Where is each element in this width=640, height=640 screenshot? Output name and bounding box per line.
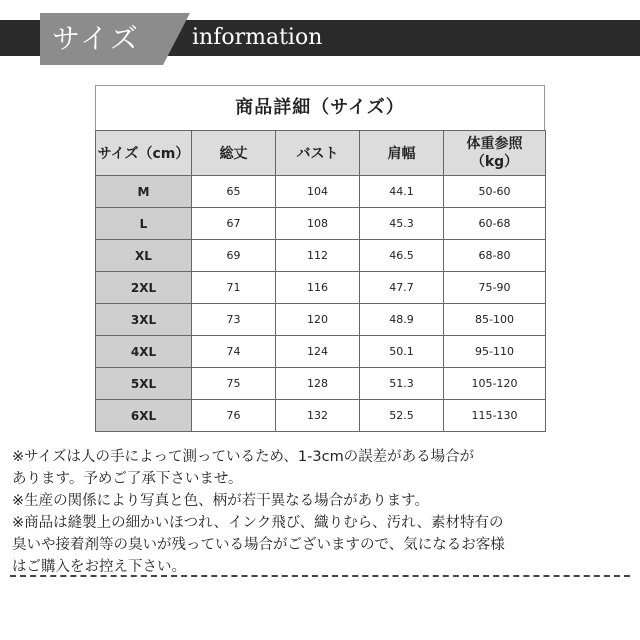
size-cell: L <box>96 208 192 240</box>
weight-cell: 75-90 <box>444 272 546 304</box>
size-cell: 5XL <box>96 368 192 400</box>
header-info-label: information <box>192 25 323 50</box>
header-length: 総丈 <box>192 131 276 176</box>
note-line: ※生産の関係により写真と色、柄が若干異なる場合があります。 <box>12 493 429 509</box>
table-row <box>96 240 546 272</box>
length-cell: 67 <box>192 208 276 240</box>
table-header-row <box>96 131 546 176</box>
table-title: 商品詳細（サイズ） <box>95 85 545 130</box>
table-row <box>96 336 546 368</box>
size-cell: 2XL <box>96 272 192 304</box>
size-cell: 4XL <box>96 336 192 368</box>
header-weight <box>444 131 546 176</box>
header-bust: バスト <box>276 131 360 176</box>
bust-cell: 124 <box>276 336 360 368</box>
length-cell: 69 <box>192 240 276 272</box>
bust-cell: 108 <box>276 208 360 240</box>
size-table <box>95 130 546 432</box>
note-line: 臭いや接着剤等の臭いが残っている場合がございますので、気になるお客様 <box>12 537 505 553</box>
size-cell: M <box>96 176 192 208</box>
shoulder-cell: 46.5 <box>360 240 444 272</box>
shoulder-cell: 52.5 <box>360 400 444 432</box>
bust-cell: 104 <box>276 176 360 208</box>
bust-cell: 128 <box>276 368 360 400</box>
shoulder-cell: 45.3 <box>360 208 444 240</box>
weight-cell: 60-68 <box>444 208 546 240</box>
note-line: はご購入をお控え下さい。 <box>12 559 186 575</box>
size-cell: 3XL <box>96 304 192 336</box>
weight-cell: 95-110 <box>444 336 546 368</box>
length-cell: 71 <box>192 272 276 304</box>
weight-cell: 115-130 <box>444 400 546 432</box>
length-cell: 73 <box>192 304 276 336</box>
length-cell: 74 <box>192 336 276 368</box>
size-cell: XL <box>96 240 192 272</box>
table-row <box>96 176 546 208</box>
note-line: ※サイズは人の手によって測っているため、1-3cmの誤差がある場合が <box>12 449 475 465</box>
header-shoulder: 肩幅 <box>360 131 444 176</box>
weight-cell: 105-120 <box>444 368 546 400</box>
notes-block <box>12 446 632 578</box>
header-weight-line2: （kg） <box>470 154 519 170</box>
length-cell: 75 <box>192 368 276 400</box>
table-row <box>96 400 546 432</box>
size-cell: 6XL <box>96 400 192 432</box>
table-row <box>96 368 546 400</box>
note-line: あります。予めご了承下さいませ。 <box>12 471 243 487</box>
table-row <box>96 272 546 304</box>
bust-cell: 132 <box>276 400 360 432</box>
bust-cell: 116 <box>276 272 360 304</box>
size-table-container <box>95 85 545 432</box>
length-cell: 76 <box>192 400 276 432</box>
shoulder-cell: 48.9 <box>360 304 444 336</box>
shoulder-cell: 50.1 <box>360 336 444 368</box>
dashed-divider <box>10 575 630 577</box>
bust-cell: 120 <box>276 304 360 336</box>
table-row <box>96 208 546 240</box>
header-tab-label: サイズ <box>52 22 140 55</box>
bust-cell: 112 <box>276 240 360 272</box>
shoulder-cell: 47.7 <box>360 272 444 304</box>
shoulder-cell: 51.3 <box>360 368 444 400</box>
table-row <box>96 304 546 336</box>
header-size: サイズ（cm） <box>96 131 192 176</box>
weight-cell: 68-80 <box>444 240 546 272</box>
weight-cell: 50-60 <box>444 176 546 208</box>
header-weight-line1: 体重参照 <box>466 136 523 152</box>
weight-cell: 85-100 <box>444 304 546 336</box>
note-line: ※商品は縫製上の細かいほつれ、インク飛び、織りむら、汚れ、素材特有の <box>12 515 504 531</box>
shoulder-cell: 44.1 <box>360 176 444 208</box>
length-cell: 65 <box>192 176 276 208</box>
